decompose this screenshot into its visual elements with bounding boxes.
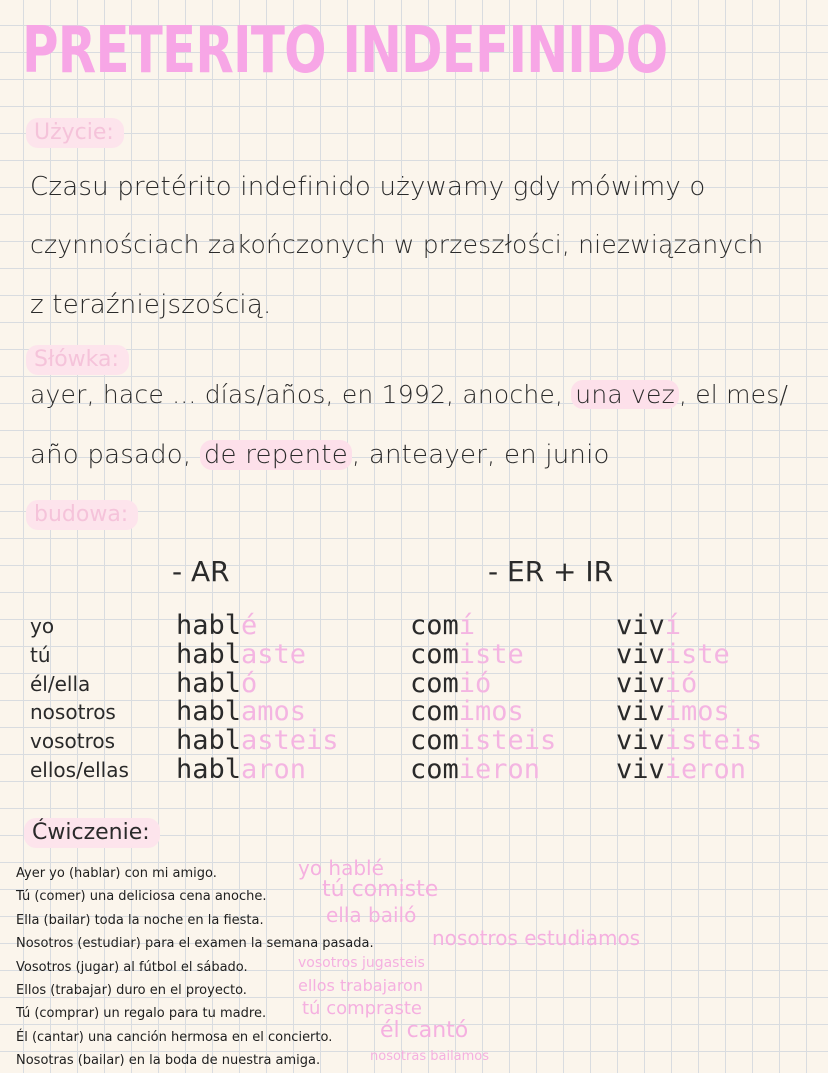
pronoun-label: vosotros (30, 729, 116, 754)
verb-stem: habl (176, 754, 242, 785)
verb-stem: com (410, 696, 459, 728)
verb-stem: viv (616, 638, 665, 670)
exercise-answer: él cantó (380, 1017, 469, 1043)
verb-ending: iste (458, 638, 524, 670)
usage-line-1: Czasu pretérito indefinido używamy gdy mówimy o (30, 172, 706, 202)
verb-ending: imos (458, 696, 524, 728)
vocab-line-2 (30, 440, 610, 470)
ar-form (176, 667, 258, 699)
vocab-label: Słówka: (26, 345, 129, 375)
verb-stem: com (410, 638, 459, 670)
structure-label: budowa: (26, 500, 138, 530)
verb-stem: com (410, 754, 459, 785)
vocab-text: año pasado, (30, 440, 200, 470)
ir-form (616, 698, 730, 727)
usage-line-3: z teraźniejszością. (30, 290, 272, 320)
er-form (410, 727, 556, 756)
usage-line-2: czynnościach zakończonych w przeszłości, niezwiązanych (30, 230, 764, 259)
verb-stem: viv (616, 610, 665, 641)
pronoun-label: ellos/ellas (30, 758, 129, 782)
verb-ending: ó (241, 667, 258, 699)
pronoun-label: yo (30, 614, 55, 638)
verb-ending: isteis (664, 725, 763, 757)
ar-form (176, 756, 306, 785)
verb-stem: viv (616, 696, 665, 728)
pronoun-label: tú (30, 642, 51, 667)
vocab-text: , el mes/ (678, 380, 789, 409)
exercise-sentence: Tú (comer) una deliciosa cena anoche. (16, 889, 267, 905)
ir-form (616, 727, 762, 756)
verb-stem: viv (616, 725, 665, 757)
exercise-sentence: Nosotras (bailar) en la boda de nuestra amiga. (16, 1053, 321, 1069)
vocab-line-1 (30, 380, 788, 409)
exercise-sentence: Vosotros (jugar) al fútbol el sábado. (16, 959, 248, 975)
verb-ending: aste (241, 638, 307, 670)
exercise-sentence: Ella (bailar) toda la noche en la fiesta. (16, 912, 264, 928)
exercise-sentence: Nosotros (estudiar) para el examen la semana pasada. (16, 936, 374, 952)
ir-form (616, 612, 681, 641)
verb-stem: habl (176, 667, 242, 699)
verb-ending: ió (458, 667, 492, 699)
ar-form (176, 612, 257, 641)
verb-ending: ió (664, 667, 698, 699)
verb-stem: com (410, 725, 459, 757)
er-form (410, 612, 475, 641)
verb-stem: com (410, 667, 459, 699)
er-form (410, 638, 524, 670)
ir-form (616, 638, 730, 670)
verb-ending: amos (241, 696, 307, 728)
vocab-highlight: una vez (571, 380, 679, 409)
exercise-sentence: Él (cantar) una canción hermosa en el concierto. (16, 1029, 333, 1045)
er-form (410, 756, 540, 785)
verb-ending: í (664, 610, 682, 641)
verb-ending: asteis (241, 725, 339, 757)
exercise-label: Ćwiczenie: (24, 818, 160, 848)
verb-ending: iste (664, 638, 730, 670)
exercise-answer: nosotros estudiamos (432, 925, 641, 950)
ar-form (176, 727, 339, 756)
ir-form (616, 756, 746, 785)
verb-ending: isteis (458, 725, 557, 757)
usage-label: Użycie: (26, 118, 124, 148)
exercise-sentence: Ellos (trabajar) duro en el proyecto. (16, 983, 247, 998)
vocab-highlight: de repente (200, 440, 352, 470)
exercise-sentence: Tú (comprar) un regalo para tu madre. (16, 1006, 267, 1022)
verb-ending: aron (241, 754, 307, 785)
exercise-answer: ella bailó (326, 902, 417, 927)
exercise-answer: nosotras bailamos (370, 1049, 490, 1065)
verb-ending: imos (664, 696, 730, 728)
er-form (410, 698, 524, 727)
verb-stem: habl (176, 696, 242, 728)
exercise-sentence: Ayer yo (hablar) con mi amigo. (16, 866, 217, 881)
ar-header: - AR (172, 555, 230, 588)
ir-form (616, 667, 698, 699)
verb-ending: í (458, 610, 476, 641)
exercise-answer: tú comiste (322, 877, 439, 903)
pronoun-label: nosotros (30, 700, 116, 725)
verb-ending: ieron (458, 754, 541, 785)
exercise-answer: ellos trabajaron (298, 976, 423, 996)
page-title: PRETERITO INDEFINIDO (22, 14, 668, 88)
er-ir-header: - ER + IR (488, 555, 614, 588)
exercise-answer: vosotros jugasteis (298, 954, 425, 971)
verb-ending: ieron (664, 754, 747, 785)
verb-stem: habl (176, 610, 242, 641)
verb-stem: habl (176, 638, 242, 670)
verb-ending: é (241, 610, 258, 641)
exercise-answer: tú compraste (302, 997, 422, 1019)
vocab-text: ayer, hace ... días/años, en 1992, anoche, (30, 380, 572, 409)
verb-stem: viv (616, 667, 665, 699)
vocab-text: , anteayer, en junio (351, 440, 610, 470)
verb-stem: habl (176, 725, 242, 757)
er-form (410, 667, 492, 699)
ar-form (176, 638, 307, 670)
verb-stem: com (410, 610, 459, 641)
pronoun-label: él/ella (30, 671, 91, 696)
ar-form (176, 698, 306, 727)
verb-stem: viv (616, 754, 665, 785)
exercise-answer: yo hablé (298, 855, 384, 880)
